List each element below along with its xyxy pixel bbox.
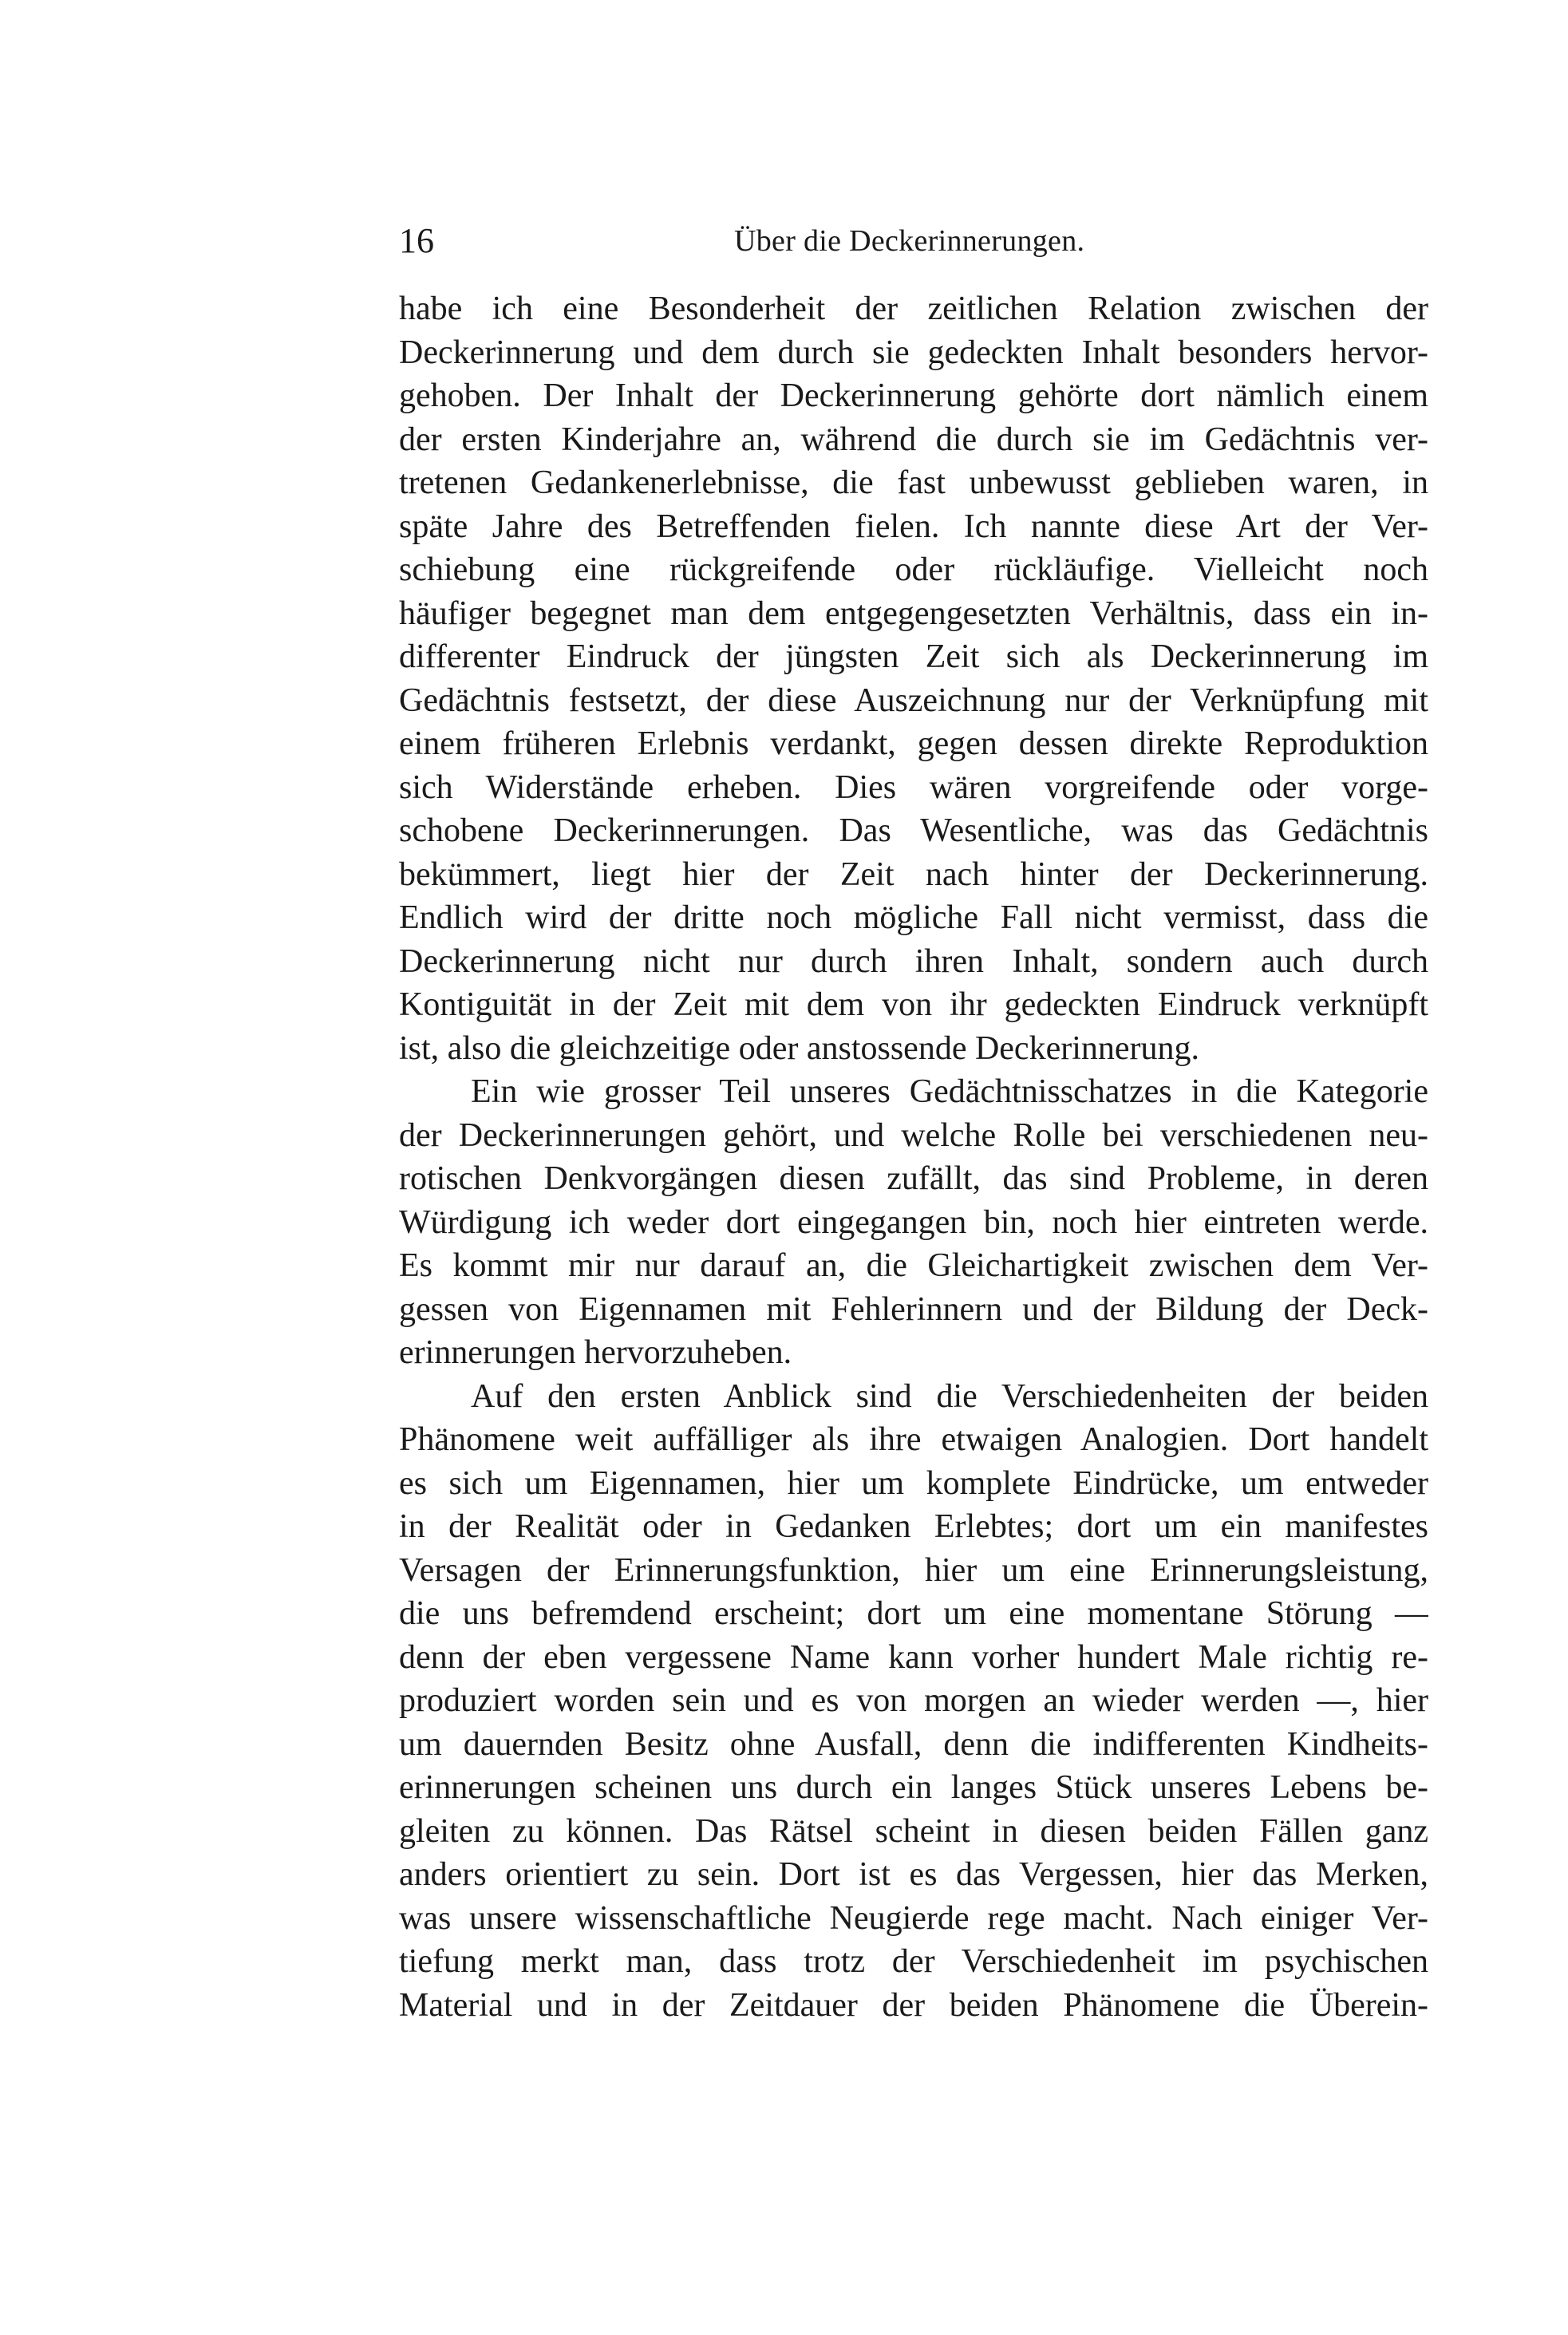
text-line: ist, also die gleichzeitige oder anstossende Deckerinnerung.: [399, 1029, 1199, 1067]
text-line: habe ich eine Besonderheit der zeitlichen Relation zwischen der: [399, 290, 1428, 327]
text-line: Gedächtnis festsetzt, der diese Auszeichnung nur der Verknüpfung mit: [399, 682, 1428, 719]
text-line: gehoben. Der Inhalt der Deckerinnerung gehörte dort nämlich einem: [399, 377, 1428, 414]
text-line: in der Realität oder in Gedanken Erlebtes; dort um ein manifestes: [399, 1508, 1428, 1545]
running-title: Über die Deckerinnerungen.: [734, 224, 1085, 258]
text-line: denn der eben vergessene Name kann vorher hundert Male richtig re-: [399, 1638, 1428, 1676]
text-line: sich Widerstände erheben. Dies wären vorgreifende oder vorge-: [399, 768, 1428, 806]
text-line: differenter Eindruck der jüngsten Zeit sich als Deckerinnerung im: [399, 638, 1428, 675]
text-line: um dauernden Besitz ohne Ausfall, denn die indifferenten Kindheits-: [399, 1725, 1428, 1763]
text-line: einem früheren Erlebnis verdankt, gegen dessen direkte Reproduktion: [399, 725, 1428, 762]
running-head: [399, 217, 1428, 265]
text-line: Würdigung ich weder dort eingegangen bin, noch hier eintreten werde.: [399, 1203, 1428, 1241]
text-line: erinnerungen scheinen uns durch ein langes Stück unseres Lebens be-: [399, 1769, 1428, 1806]
text-line: anders orientiert zu sein. Dort ist es das Vergessen, hier das Merken,: [399, 1856, 1428, 1893]
text-line: schobene Deckerinnerungen. Das Wesentliche, was das Gedächtnis: [399, 812, 1428, 849]
text-line: bekümmert, liegt hier der Zeit nach hinter der Deckerinnerung.: [399, 855, 1428, 893]
text-line: gessen von Eigennamen mit Fehlerinnern und der Bildung der Deck-: [399, 1290, 1428, 1328]
text-line: Auf den ersten Anblick sind die Verschiedenheiten der beiden: [471, 1377, 1428, 1415]
text-line: Phänomene weit auffälliger als ihre etwaigen Analogien. Dort handelt: [399, 1421, 1428, 1458]
text-line: Deckerinnerung nicht nur durch ihren Inhalt, sondern auch durch: [399, 942, 1428, 980]
text-line: häufiger begegnet man dem entgegengesetzten Verhältnis, dass ein in-: [399, 595, 1428, 632]
text-line: Ein wie grosser Teil unseres Gedächtnisschatzes in die Kategorie: [471, 1073, 1428, 1110]
text-line: was unsere wissenschaftliche Neugierde rege macht. Nach einiger Ver-: [399, 1899, 1428, 1937]
text-line: tretenen Gedankenerlebnisse, die fast unbewusst geblieben waren, in: [399, 464, 1428, 501]
text-line: Versagen der Erinnerungsfunktion, hier um eine Erinnerungsleistung,: [399, 1551, 1428, 1589]
text-line: späte Jahre des Betreffenden fielen. Ich nannte diese Art der Ver-: [399, 508, 1428, 545]
text-line: schiebung eine rückgreifende oder rückläufige. Vielleicht noch: [399, 551, 1428, 588]
text-line: Deckerinnerung und dem durch sie gedeckten Inhalt besonders hervor-: [399, 334, 1428, 371]
text-line: Kontiguität in der Zeit mit dem von ihr gedeckten Eindruck verknüpft: [399, 986, 1428, 1023]
page-number: 16: [399, 221, 434, 260]
text-line: Es kommt mir nur darauf an, die Gleichartigkeit zwischen dem Ver-: [399, 1247, 1428, 1284]
text-line: es sich um Eigennamen, hier um komplete Eindrücke, um entweder: [399, 1464, 1428, 1502]
text-line: die uns befremdend erscheint; dort um eine momentane Störung —: [399, 1595, 1428, 1632]
text-line: rotischen Denkvorgängen diesen zufällt, das sind Probleme, in deren: [399, 1160, 1428, 1197]
text-line: tiefung merkt man, dass trotz der Verschiedenheit im psychischen: [399, 1943, 1428, 1980]
text-line: gleiten zu können. Das Rätsel scheint in diesen beiden Fällen ganz: [399, 1812, 1428, 1850]
text-line: erinnerungen hervorzuheben.: [399, 1334, 792, 1371]
text-line: produziert worden sein und es von morgen an wieder werden —, hier: [399, 1682, 1428, 1719]
text-line: der Deckerinnerungen gehört, und welche Rolle bei verschiedenen neu-: [399, 1116, 1428, 1154]
body-text: [399, 287, 1428, 2027]
text-line: Material und in der Zeitdauer der beiden Phänomene die Überein-: [399, 1986, 1428, 2024]
text-line: der ersten Kinderjahre an, während die durch sie im Gedächtnis ver-: [399, 421, 1428, 458]
text-line: Endlich wird der dritte noch mögliche Fall nicht vermisst, dass die: [399, 899, 1428, 936]
